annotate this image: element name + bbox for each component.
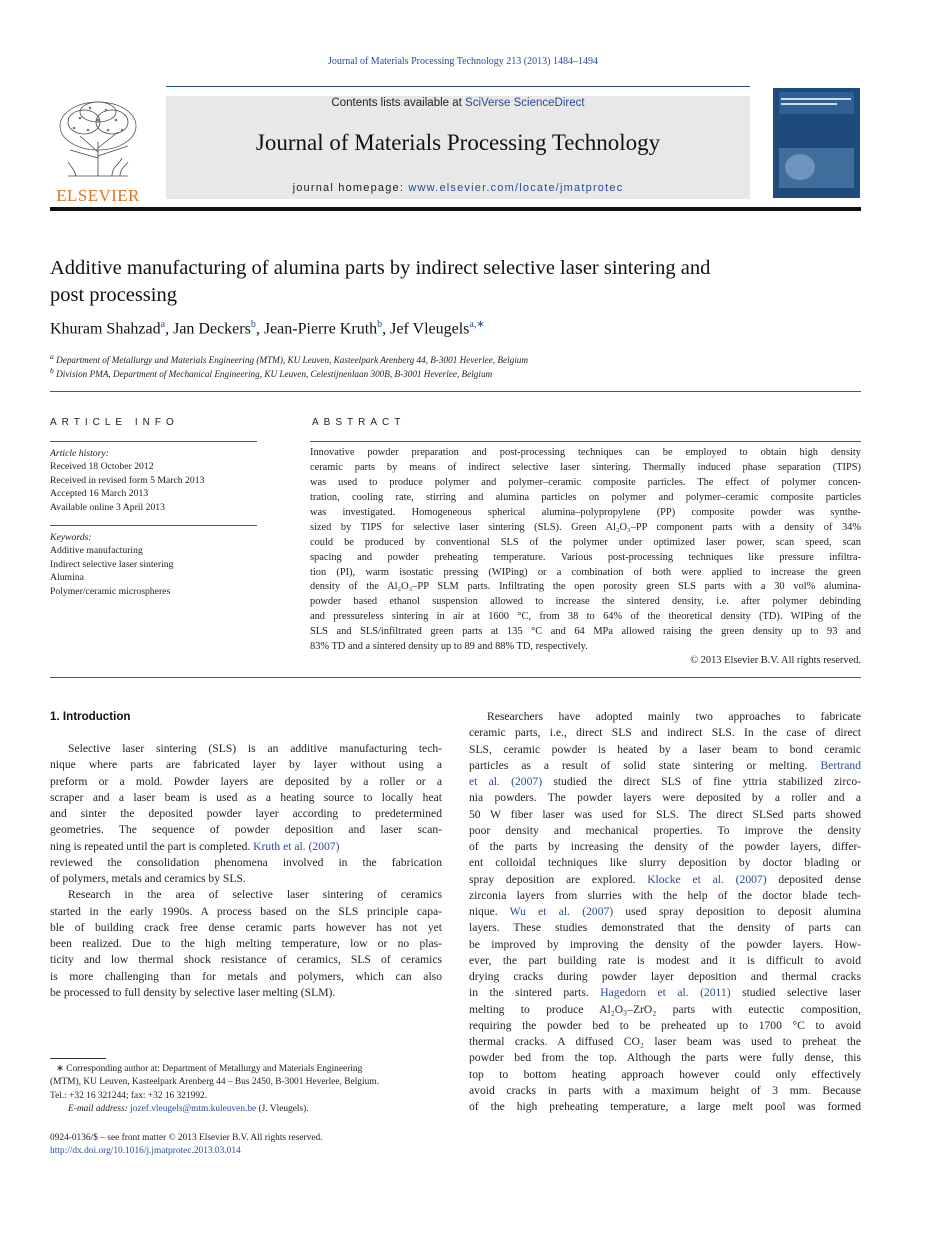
- body-line: [469, 872, 861, 888]
- body-line: [469, 904, 861, 920]
- body-line: [50, 839, 442, 855]
- article-history: [50, 447, 260, 514]
- body-line: layers. These studies demonstrated that the density of parts can: [469, 921, 861, 935]
- homepage-line: [166, 182, 750, 194]
- journal-cover-thumbnail[interactable]: [773, 88, 860, 198]
- body-line: ever, the part building rate is modest and it is difficult to avoid: [469, 953, 861, 967]
- body-line: Research in the area of selective laser sintering of ceramics: [68, 888, 442, 902]
- body-text: studied the direct SLS of fine yttria stabilized zirco-: [542, 775, 861, 788]
- body-rule: [50, 677, 861, 678]
- author-affil-marker[interactable]: b: [250, 319, 256, 330]
- abstract-heading: ABSTRACT: [312, 417, 406, 428]
- contents-line: [166, 97, 750, 109]
- author-name[interactable]: Jean-Pierre Kruth: [263, 320, 378, 338]
- body-line: top to bottom heating approach however could only effectively: [469, 1067, 861, 1081]
- body-line: be processed to full density by selective laser melting (SLM).: [50, 985, 336, 999]
- abstract-line: tration, cooling rate, stirring and alumina particles on polymer and polymer–ceramic composite particles: [310, 491, 861, 503]
- body-line: poor density and mechanical properties. To improve the density: [469, 823, 861, 837]
- abstract-line: density of the Al₂O₃–PP SLM parts. Infiltrating the open porosity green SLS parts with a 30 vol% alumina-: [310, 581, 861, 593]
- affiliation-text: Department of Metallurgy and Materials Engineering (MTM), KU Leuven, Kasteelpark Arenberg 44, B-3001 Heverlee, Belgium: [56, 355, 528, 366]
- body-line: [469, 758, 861, 774]
- footnote-line: (MTM), KU Leuven, Kasteelpark Arenberg 44 – Bus 2450, B-3001 Heverlee, Belgium.: [50, 1077, 379, 1088]
- footnote-line: [50, 1103, 442, 1116]
- journal-header-box: [166, 96, 750, 199]
- article-title-line: Additive manufacturing of alumina parts by indirect selective laser sintering and: [50, 257, 711, 279]
- email-link[interactable]: jozef.vleugels@mtm.kuleuven.be: [130, 1103, 257, 1114]
- abstract-copyright: © 2013 Elsevier B.V. All rights reserved.: [690, 655, 861, 666]
- cover-title-bar: [781, 103, 837, 105]
- doi-link[interactable]: http://dx.doi.org/10.1016/j.jmatprotec.2013.03.014: [50, 1146, 241, 1157]
- elsevier-tree-icon: [50, 96, 146, 180]
- issn-line: 0924-0136/$ – see front matter © 2013 Elsevier B.V. All rights reserved.: [50, 1133, 323, 1143]
- author-affil-marker[interactable]: b: [377, 319, 383, 330]
- history-item: Received 18 October 2012: [50, 461, 154, 473]
- author-name[interactable]: Jef Vleugels: [390, 320, 470, 338]
- abstract-line: was used to produce polymer and polymer–ceramic composite particles. The effect of polymer concen-: [310, 476, 861, 488]
- keyword-item: Additive manufacturing: [50, 545, 143, 557]
- author-name[interactable]: Khuram Shahzad: [50, 320, 161, 338]
- abstract-line: sized by TIPS for selective laser sintering (SLS). Green Al₂O₃–PP component parts with a density of 34%: [310, 521, 861, 533]
- abstract-line: SLS and SLS/infiltrated green parts at 135 °C and 64 MPa allowed raising the green density up to 93 and: [310, 626, 861, 638]
- affiliation-marker: a: [50, 352, 54, 361]
- history-item: Available online 3 April 2013: [50, 501, 165, 513]
- body-line: reviewed the consolidation phenomena involved in the fabrication: [50, 855, 442, 869]
- body-line: geometries. The sequence of powder deposition and laser scan-: [50, 823, 442, 837]
- corresponding-author-footnote: [50, 1063, 442, 1116]
- body-column-right: [469, 709, 861, 1115]
- abstract-line: and pressureless sintering in air at 1600 °C, from 38 to 64% of the theoretical density (TD). WIPing of the: [310, 611, 861, 623]
- body-text: particles as a result of solid state sintering or melting.: [469, 758, 821, 772]
- keyword-item: Polymer/ceramic microspheres: [50, 585, 171, 597]
- affiliation: [50, 366, 861, 379]
- body-line: avoid cracks in parts with a maximum height of 3 mm. Because: [469, 1083, 861, 1097]
- footnote-rule: [50, 1058, 106, 1059]
- article-info-rule: [50, 525, 257, 526]
- article-info-heading: ARTICLE INFO: [50, 417, 179, 428]
- author-list: Khuram Shahzad$^a$, Jan Deckers$^b$, Jean-Pierre Kruth$^b$, Jef Vleugels$^{a,∗}$: [50, 319, 485, 338]
- body-text: studied selective laser: [730, 986, 861, 1000]
- abstract-line: Innovative powder preparation and post-processing techniques can be employed to obtain high density: [310, 447, 861, 458]
- body-text: used spray deposition to deposit alumina: [613, 905, 861, 918]
- body-line: drying cracks during powder layer deposition and thermal cracks: [469, 970, 861, 983]
- body-line: thermal cracks. A diffused CO₂ laser beam was used to preheat the: [469, 1035, 861, 1048]
- history-label: Article history:: [50, 448, 109, 459]
- elsevier-logo[interactable]: [50, 96, 146, 205]
- article-info-rule: [50, 441, 257, 442]
- body-line: is more challenging than for metals and polymers, which can also: [50, 969, 442, 983]
- body-line: of the parts by increasing the density of the powder layers, differ-: [469, 840, 861, 853]
- abstract-line: was investigated. Homogeneous spherical alumina–polypropylene (PP) composite powder was synthe-: [310, 506, 861, 518]
- cover-title-bar: [781, 98, 851, 100]
- affiliation-text: Division PMA, Department of Mechanical Engineering, KU Leuven, Celestijnenlaan 300B, B-3001 Heverlee, Belgium: [56, 369, 493, 380]
- email-suffix: (J. Vleugels).: [256, 1103, 309, 1114]
- publisher-wordmark: ELSEVIER: [56, 186, 140, 205]
- homepage-link[interactable]: www.elsevier.com/locate/jmatprotec: [408, 182, 624, 194]
- body-line: SLS, ceramic powder is heated by a laser beam to bond ceramic: [469, 742, 861, 756]
- body-line: started in the early 1990s. A process based on the SLS principle capa-: [50, 904, 442, 918]
- footnote-line: Tel.: +32 16 321244; fax: +32 16 321992.: [50, 1090, 208, 1101]
- contents-prefix: Contents lists available at: [331, 97, 466, 109]
- history-item: Received in revised form 5 March 2013: [50, 474, 205, 486]
- body-line: and sinter the deposited powder layer according to predetermined: [50, 807, 442, 820]
- abstract-line: powder based ethanol suspension allowed to increase the sintered density, i.e. after polymer debinding: [310, 596, 861, 608]
- body-line: of polymers, metals and ceramics by SLS.: [50, 872, 246, 885]
- body-line: [469, 985, 861, 1001]
- homepage-prefix: journal homepage:: [292, 182, 409, 194]
- running-head[interactable]: Journal of Materials Processing Technology 213 (2013) 1484–1494: [328, 56, 598, 67]
- email-label: E-mail address:: [68, 1103, 131, 1114]
- body-line: Researchers have adopted mainly two approaches to fabricate: [487, 710, 861, 723]
- body-text: ning is repeated until the part is completed.: [50, 839, 254, 853]
- keywords-label: Keywords:: [50, 532, 92, 543]
- body-line: melting to produce Al₂O₃–ZrO₂ parts with eutectic composition,: [469, 1002, 861, 1016]
- body-line: preform or a mold. Powder layers are deposited by a roller or a: [50, 774, 442, 788]
- citation-hagedorn-2011[interactable]: Hagedorn et al. (2011): [600, 986, 731, 1000]
- article-title: [50, 255, 870, 309]
- section-heading: 1. Introduction: [50, 710, 131, 723]
- author-affil-marker[interactable]: a,∗: [469, 319, 485, 330]
- abstract-line: 83% TD and a sintered density up to 89 and 88% TD, respectively.: [310, 641, 588, 653]
- body-line: of the high preheating temperature, a large melt pool was formed: [469, 1100, 861, 1113]
- abstract-line: spacing and powder preheating temperature. Various post-processing techniques like pressure infiltra-: [310, 551, 861, 563]
- abstract-rule: [310, 441, 861, 442]
- body-text: spray deposition are explored.: [469, 872, 648, 886]
- abstract-line: could be produced by conventional SLS of the polymer under optimized laser power, scan speed, scan: [310, 536, 861, 548]
- keyword-item: Indirect selective laser sintering: [50, 558, 174, 570]
- abstract-text: [310, 446, 861, 655]
- citation-klocke-2007[interactable]: Klocke et al. (2007): [647, 872, 767, 886]
- body-text: nique.: [469, 905, 510, 918]
- body-line: been realized. Due to the high melting temperature, low or no plas-: [50, 937, 442, 950]
- sciencedirect-link[interactable]: SciVerse ScienceDirect: [465, 97, 585, 109]
- abstract-line: ceramic parts by means of indirect selective laser sintering. Thermally induced phase separation (TIPS): [310, 461, 861, 473]
- cover-image-detail: [785, 154, 815, 180]
- front-matter: [50, 1132, 550, 1159]
- body-line: Selective laser sintering (SLS) is an additive manufacturing tech-: [68, 742, 442, 755]
- section-rule: [50, 391, 861, 392]
- body-line: [469, 774, 861, 790]
- citation-bertrand-2007[interactable]: et al. (2007): [469, 775, 543, 788]
- body-line: zirconia layers from slurries with the help of the doctor blade tech-: [469, 888, 861, 902]
- body-line: nique where parts are fabricated layer by layer without using a: [50, 758, 442, 772]
- author-name[interactable]: Jan Deckers: [173, 320, 251, 338]
- abstract-line: tion (PI), warm isostatic pressing (WIPing) or a combination of both were applied to increase the green: [310, 566, 861, 578]
- body-line: ticity and low thermal shock resistance of ceramics, SLS of ceramics: [50, 953, 442, 967]
- body-column-left: [50, 741, 442, 1001]
- keywords: [50, 531, 260, 598]
- body-text: in the sintered parts.: [469, 986, 601, 1000]
- body-line: be improved by improving the density of the powder layers. How-: [469, 937, 861, 951]
- body-line: ble of building crack free dense ceramic parts however has not yet: [50, 920, 442, 934]
- body-line: requiring the powder bed to be preheated up to 1700 °C to avoid: [469, 1018, 861, 1032]
- keyword-item: Alumina: [50, 572, 84, 584]
- body-line: powder bed from the top. Although the parts were fully dense, this: [469, 1051, 861, 1065]
- citation-kruth-2007[interactable]: Kruth et al. (2007): [253, 839, 340, 853]
- author-affil-marker[interactable]: a: [160, 319, 166, 330]
- masthead-rule: [50, 207, 861, 211]
- body-line: scraper and a laser beam is used as a heating source to locally heat: [50, 790, 442, 804]
- article-title-line: post processing: [50, 284, 177, 306]
- affiliation: [50, 352, 861, 365]
- journal-name: Journal of Materials Processing Technology: [255, 130, 661, 155]
- body-line: nia powders. The powder layers were deposited by a roller and a: [469, 791, 861, 805]
- body-text: deposited dense: [766, 872, 861, 886]
- affiliation-marker: b: [50, 366, 54, 375]
- footnote-line: ∗ Corresponding author at: Department of Metallurgy and Materials Engineering: [56, 1064, 363, 1074]
- citation-bertrand-2007[interactable]: Bertrand: [820, 758, 861, 772]
- header-divider: [166, 86, 750, 87]
- citation-wu-2007[interactable]: Wu et al. (2007): [509, 905, 614, 918]
- history-item: Accepted 16 March 2013: [50, 488, 149, 500]
- body-line: 50 W fiber laser was used for SLS. The direct SLSed parts showed: [469, 807, 861, 821]
- body-line: ceramic parts, i.e., direct SLS and indirect SLS. In the case of direct: [469, 726, 861, 740]
- body-line: ent colloidal techniques like slurry deposition by doctor blading or: [469, 856, 861, 870]
